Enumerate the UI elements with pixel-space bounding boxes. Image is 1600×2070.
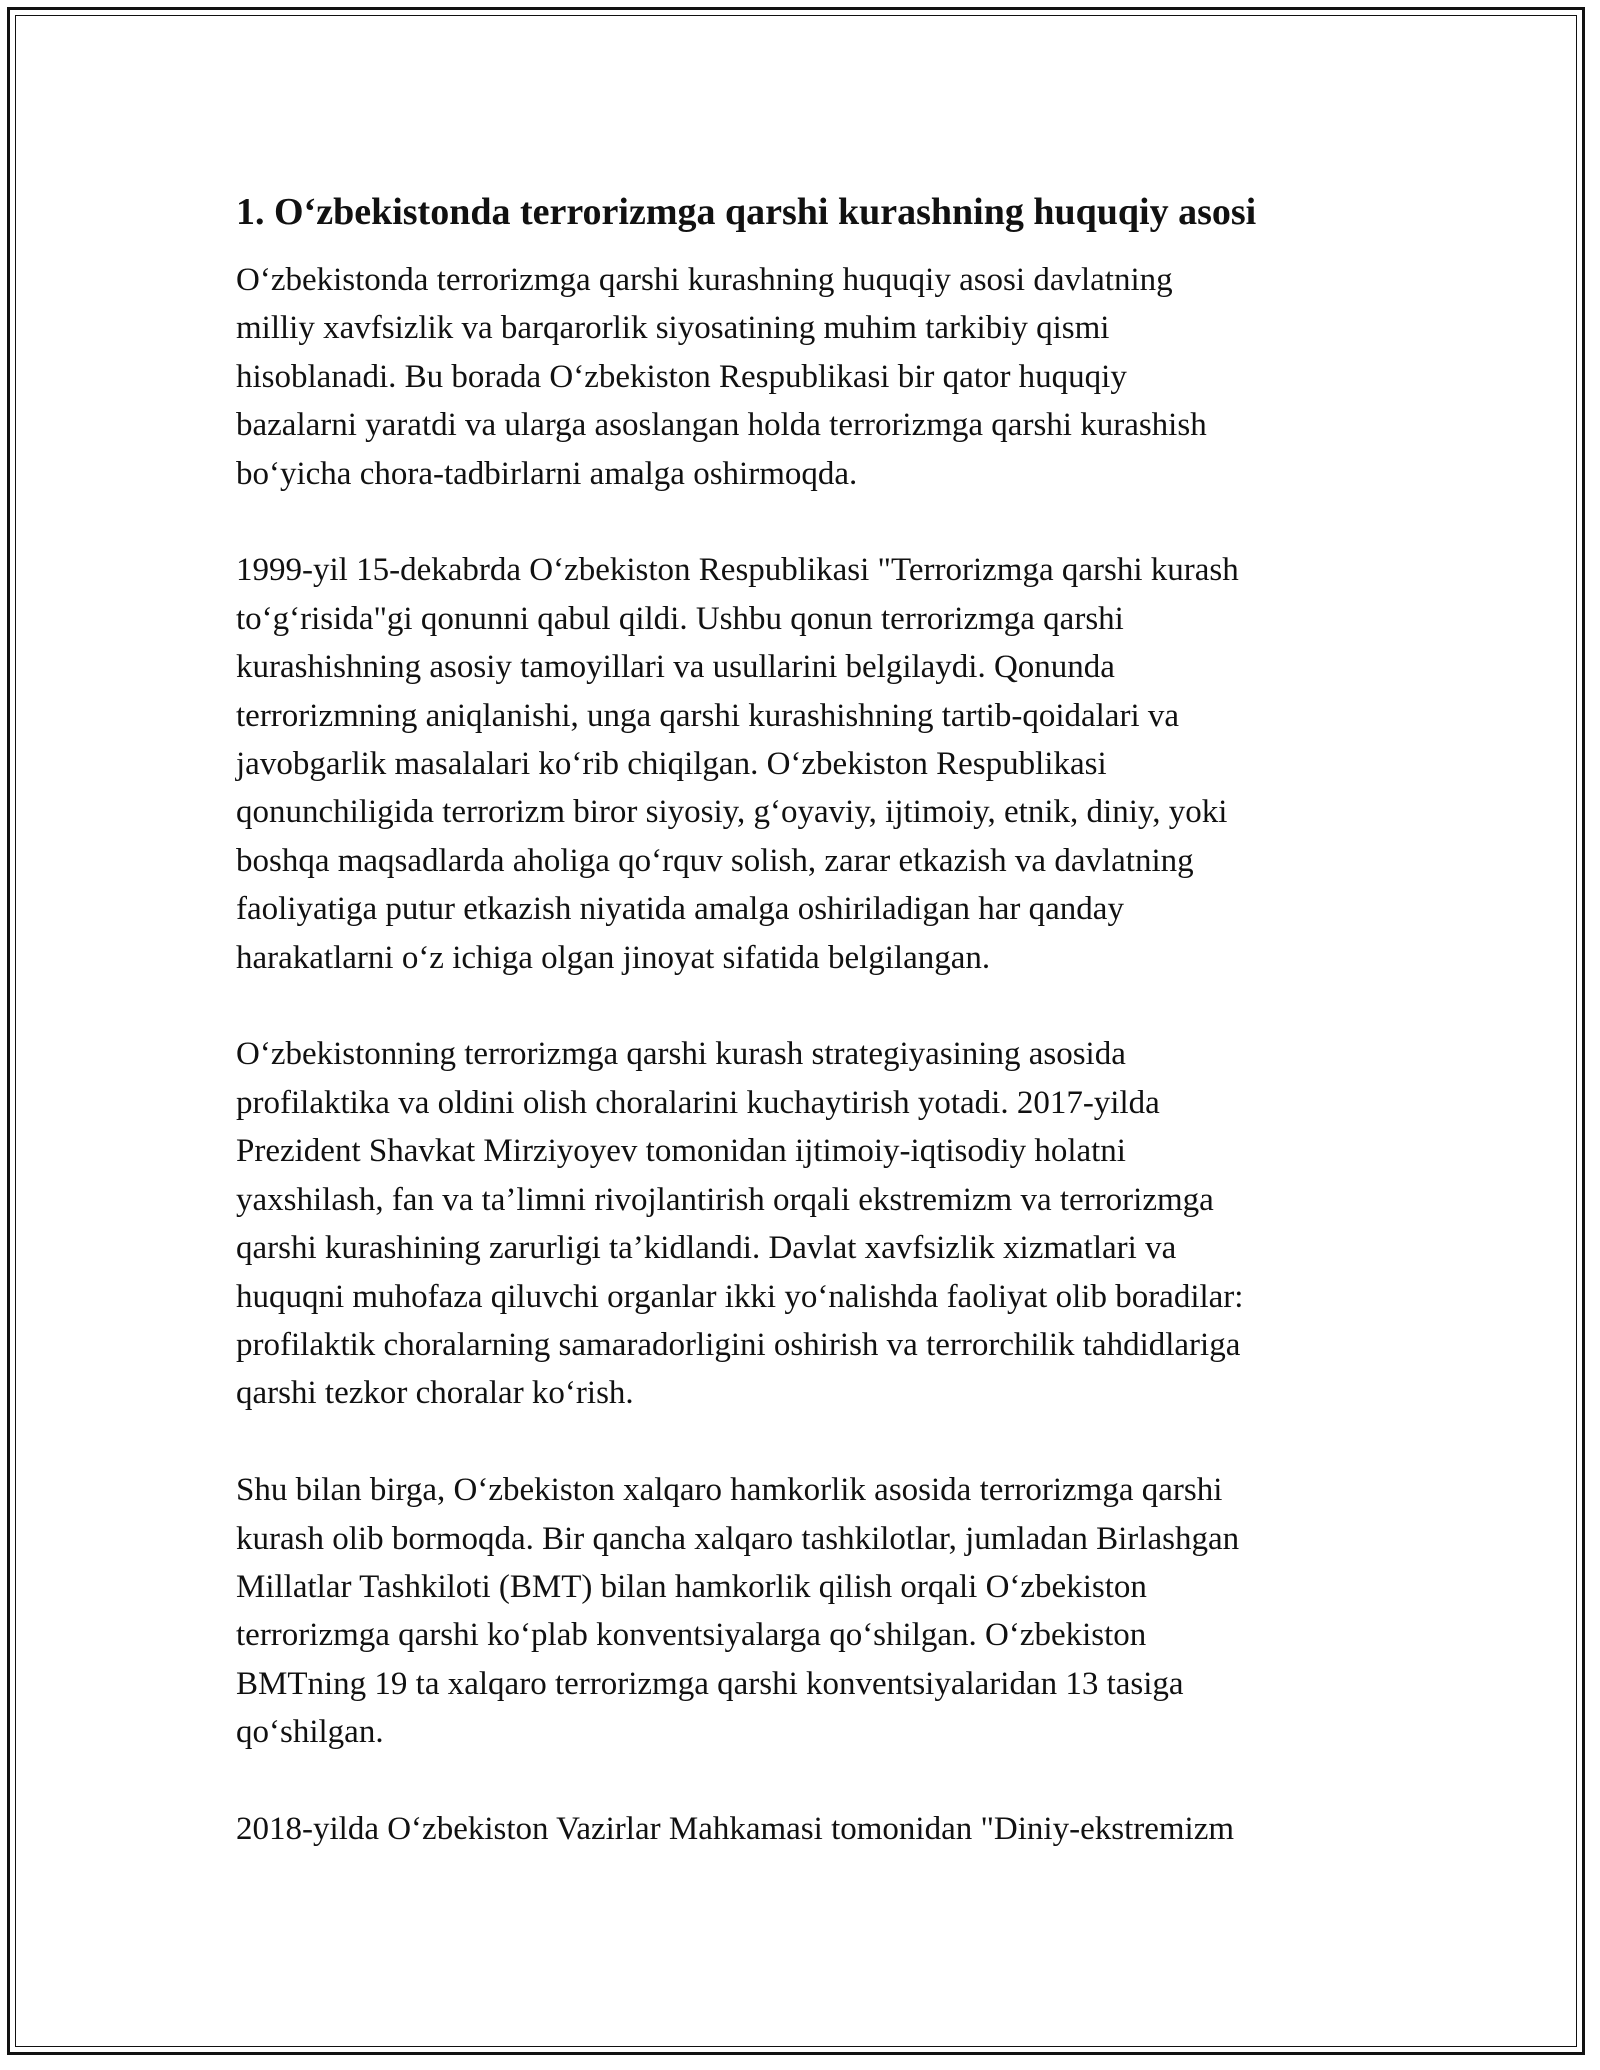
paragraph-5: 2018-yilda O‘zbekiston Vazirlar Mahkamasi tomonidan "Diniy-ekstremizm	[236, 1810, 1235, 1847]
paragraph-3: O‘zbekistonning terrorizmga qarshi kurash strategiyasining asosida profilaktika va oldini olish choralarini kuchaytirish yotadi. 2017-yilda Prezident Shavkat Mirziyoyev tomonidan ijtimoiy-iqtisodiy holatni yaxshilash, fan va ta’limni rivojlantirish orqali ekstremizm va terrorizmga qarshi kurashining zarurligi ta’kidlandi. Davlat xavfsizlik xizmatlari va huquqni muhofaza qiluvchi organlar ikki yo‘nalishda faoliyat olib boradilar: profilaktik choralarning samaradorligini oshirish va terrorchilik tahdidlariga qarshi tezkor choralar ko‘rish.	[236, 1036, 1244, 1412]
paragraph-2: 1999-yil 15-dekabrda O‘zbekiston Respublikasi "Terrorizmga qarshi kurash to‘g‘risida"gi qonunni qabul qildi. Ushbu qonun terrorizmga qarshi kurashishning asosiy tamoyillari va usullarini belgilaydi. Qonunda terrorizmning aniqlanishi, unga qarshi kurashishning tartib-qoidalari va javobgarlik masalalari ko‘rib chiqilgan. O‘zbekiston Respublikasi qonunchiligida terrorizm biror siyosiy, g‘oyaviy, ijtimoiy, etnik, diniy, yoki boshqa maqsadlarda aholiga qo‘rquv solish, zarar etkazish va davlatning faoliyatiga putur etkazish niyatida amalga oshiriladigan har qanday harakatlarni o‘z ichiga olgan jinoyat sifatida belgilangan.	[236, 552, 1239, 976]
document-body	[236, 186, 1366, 1902]
paragraph-1: O‘zbekistonda terrorizmga qarshi kurashning huquqiy asosi davlatning milliy xavfsizlik va barqarorlik siyosatining muhim tarkibiy qismi hisoblanadi. Bu borada O‘zbekiston Respublikasi bir qator huquqiy bazalarni yaratdi va ularga asoslangan holda terrorizmga qarshi kurashish bo‘yicha chora-tadbirlarni amalga oshirmoqda.	[236, 262, 1207, 492]
section-heading: 1. O‘zbekistonda terrorizmga qarshi kurashning huquqiy asosi	[236, 191, 1257, 233]
paragraph-4: Shu bilan birga, O‘zbekiston xalqaro hamkorlik asosida terrorizmga qarshi kurash olib bormoqda. Bir qancha xalqaro tashkilotlar, jumladan Birlashgan Millatlar Tashkiloti (BMT) bilan hamkorlik qilish orqali O‘zbekiston terrorizmga qarshi ko‘plab konventsiyalarga qo‘shilgan. O‘zbekiston BMTning 19 ta xalqaro terrorizmga qarshi konventsiyalaridan 13 tasiga qo‘shilgan.	[236, 1472, 1240, 1751]
